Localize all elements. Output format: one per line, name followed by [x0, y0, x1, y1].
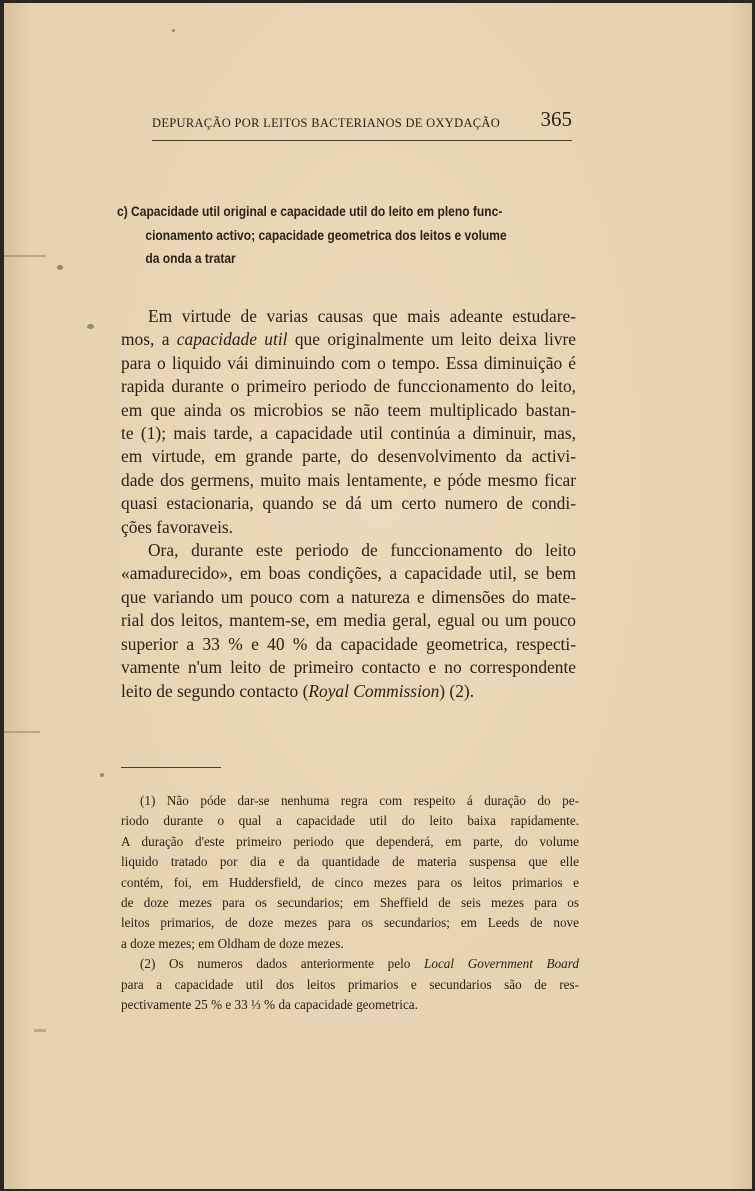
text-line: ções favoraveis.	[121, 516, 234, 537]
text-line: dade dos germens, muito mais lentamente, e póde mesmo ficar	[121, 469, 576, 490]
text-line: Em virtude de varias causas que mais adeante estudare-	[148, 306, 576, 326]
margin-smudge	[4, 255, 46, 257]
text-run: (2) Os numeros dados anteriormente pelo	[140, 956, 425, 972]
section-heading-line: c) Capacidade util original e capacidade util do leito em pleno func-	[117, 203, 503, 219]
running-head: DEPURAÇÃO POR LEITOS BACTERIANOS DE OXYDAÇÃO	[152, 116, 501, 130]
paragraph-2	[121, 539, 576, 703]
footnote-line: a doze mezes; em Oldham de doze mezes.	[121, 935, 344, 951]
footnote-line: liquido tratado por dia e da quantidade de materia suspensa que elle	[121, 854, 579, 870]
margin-speck	[57, 265, 63, 270]
text-line: em virtude, em grande parte, do desenvolvimento da activi-	[121, 446, 576, 467]
footnote-line: leitos primarios, de doze mezes para os secundarios; em Leeds de nove	[121, 915, 579, 931]
italic-term: Royal Commission	[308, 680, 440, 701]
text-line: que variando um pouco com a natureza e dimensões do mate-	[121, 586, 576, 607]
footnote-line: A duração d'este primeiro periodo que dependerá, em parte, do volume	[121, 833, 579, 849]
footnote-line: de doze mezes para os secundarios; em Sheffield de seis mezes para os	[121, 895, 579, 911]
text-line	[121, 680, 576, 703]
page-number: 365	[540, 107, 572, 131]
margin-speck	[172, 29, 175, 32]
text-line: superior a 33 % e 40 % da capacidade geometrica, respecti-	[121, 633, 576, 654]
margin-speck	[87, 324, 94, 329]
italic-term: Local Government Board	[424, 956, 580, 972]
margin-smudge	[34, 1029, 46, 1032]
text-line: Ora, durante este periodo de funccionamento do leito	[148, 540, 576, 561]
footnote-line: contém, foi, em Huddersfield, de cinco mezes para os leitos primarios e	[121, 874, 579, 890]
footnote-line: riodo durante o qual a capacidade util do leito baixa rapidamente.	[121, 813, 579, 829]
italic-term: capacidade util	[176, 329, 288, 350]
header-rule	[152, 140, 572, 141]
margin-smudge	[4, 731, 40, 733]
text-run: ) (2).	[439, 680, 475, 701]
text-run: leito de segundo contacto (	[121, 680, 309, 701]
text-run: mos, a	[121, 329, 177, 350]
footnote-line	[121, 954, 579, 974]
footnote-line: (1) Não póde dar-se nenhuma regra com respeito á duração do pe-	[140, 793, 579, 808]
text-line: rapida durante o primeiro periodo de funccionamento do leito,	[121, 376, 576, 397]
text-line: quasi estacionaria, quando se dá um certo numero de condi-	[121, 493, 576, 514]
section-heading	[117, 200, 521, 271]
paragraph-1	[121, 305, 576, 539]
section-heading-line: da onda a tratar	[145, 250, 236, 266]
footnote-rule	[121, 767, 221, 768]
footnotes	[121, 791, 579, 1015]
text-line: «amadurecido», em boas condições, a capacidade util, se bem	[121, 563, 576, 584]
text-line: rial dos leitos, mantem-se, em media geral, egual ou um pouco	[121, 610, 576, 631]
book-page	[4, 3, 752, 1189]
footnote-line: para a capacidade util dos leitos primarios e secundarios são de res-	[121, 976, 579, 992]
footnote-line: pectivamente 25 % e 33 ⅓ % da capacidade geometrica.	[121, 997, 418, 1013]
margin-speck	[100, 773, 104, 777]
text-line: vamente n'um leito de primeiro contacto e no correspondente	[121, 657, 576, 678]
text-line: para o liquido vái diminuindo com o tempo. Essa diminuição é	[121, 352, 576, 373]
footnote-1	[121, 791, 579, 954]
text-run: que originalmente um leito deixa livre	[287, 329, 576, 350]
footnote-2	[121, 954, 579, 1015]
text-line	[121, 328, 576, 351]
text-line: em que ainda os microbios se não teem multiplicado bastan-	[121, 399, 576, 420]
text-line: te (1); mais tarde, a capacidade util continúa a diminuir, mas,	[121, 423, 576, 444]
section-heading-line: cionamento activo; capacidade geometrica dos leitos e volume	[145, 226, 507, 243]
body-text	[121, 305, 576, 703]
page-header	[152, 107, 572, 137]
